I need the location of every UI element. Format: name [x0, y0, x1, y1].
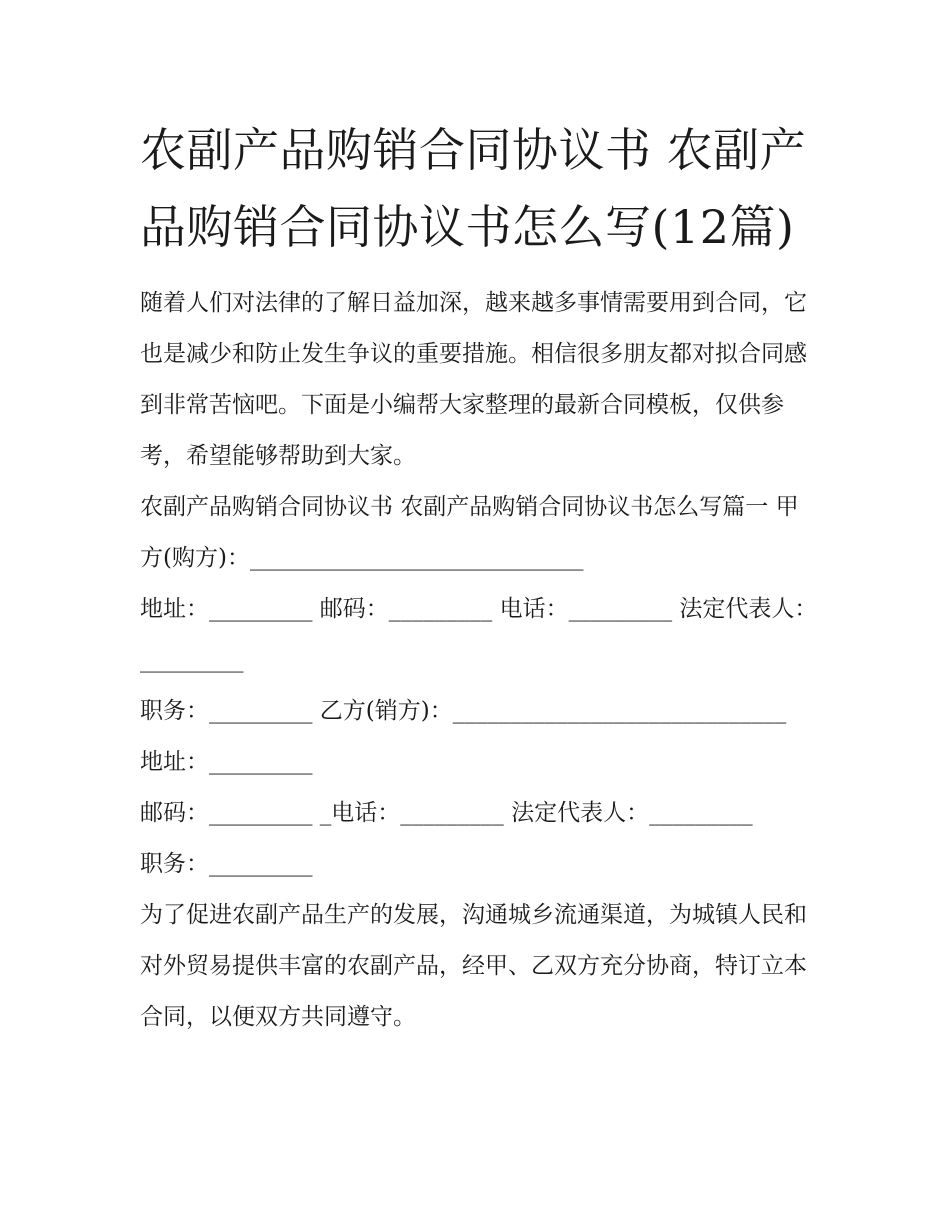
page-title: 农副产品购销合同协议书 农副产品购销合同协议书怎么写(12篇) — [140, 123, 807, 254]
paragraph-purpose: 为了促进农副产品生产的发展，沟通城乡流通渠道，为城镇人民和对外贸易提供丰富的农副产品，经甲、乙双方充分协商，特订立本合同，以便双方共同遵守。 — [140, 902, 807, 1030]
document-body — [140, 278, 820, 1043]
document-page — [140, 112, 820, 1043]
paragraph-party-b-contact: 邮码：_________ _电话：_________ 法定代表人：_________ — [140, 800, 753, 826]
paragraph-party-b: 职务：_________ 乙方(销方)：_____________________________ — [140, 698, 787, 724]
paragraph-intro: 随着人们对法律的了解日益加深，越来越多事情需要用到合同，它也是减少和防止发生争议的重要措施。相信很多朋友都对拟合同感到非常苦恼吧。下面是小编帮大家整理的最新合同模板，仅供参考，希望能够帮助到大家。 — [140, 290, 807, 469]
paragraph-party-a: 农副产品购销合同协议书 农副产品购销合同协议书怎么写篇一 甲方(购方)：_____________________________ — [140, 494, 799, 571]
paragraph-party-b-address: 地址：_________ — [140, 749, 313, 775]
paragraph-party-b-title: 职务：_________ — [140, 851, 313, 877]
paragraph-party-a-address: 地址：_________ 邮码：_________ 电话：_________ 法定代表人：_________ — [140, 596, 818, 673]
